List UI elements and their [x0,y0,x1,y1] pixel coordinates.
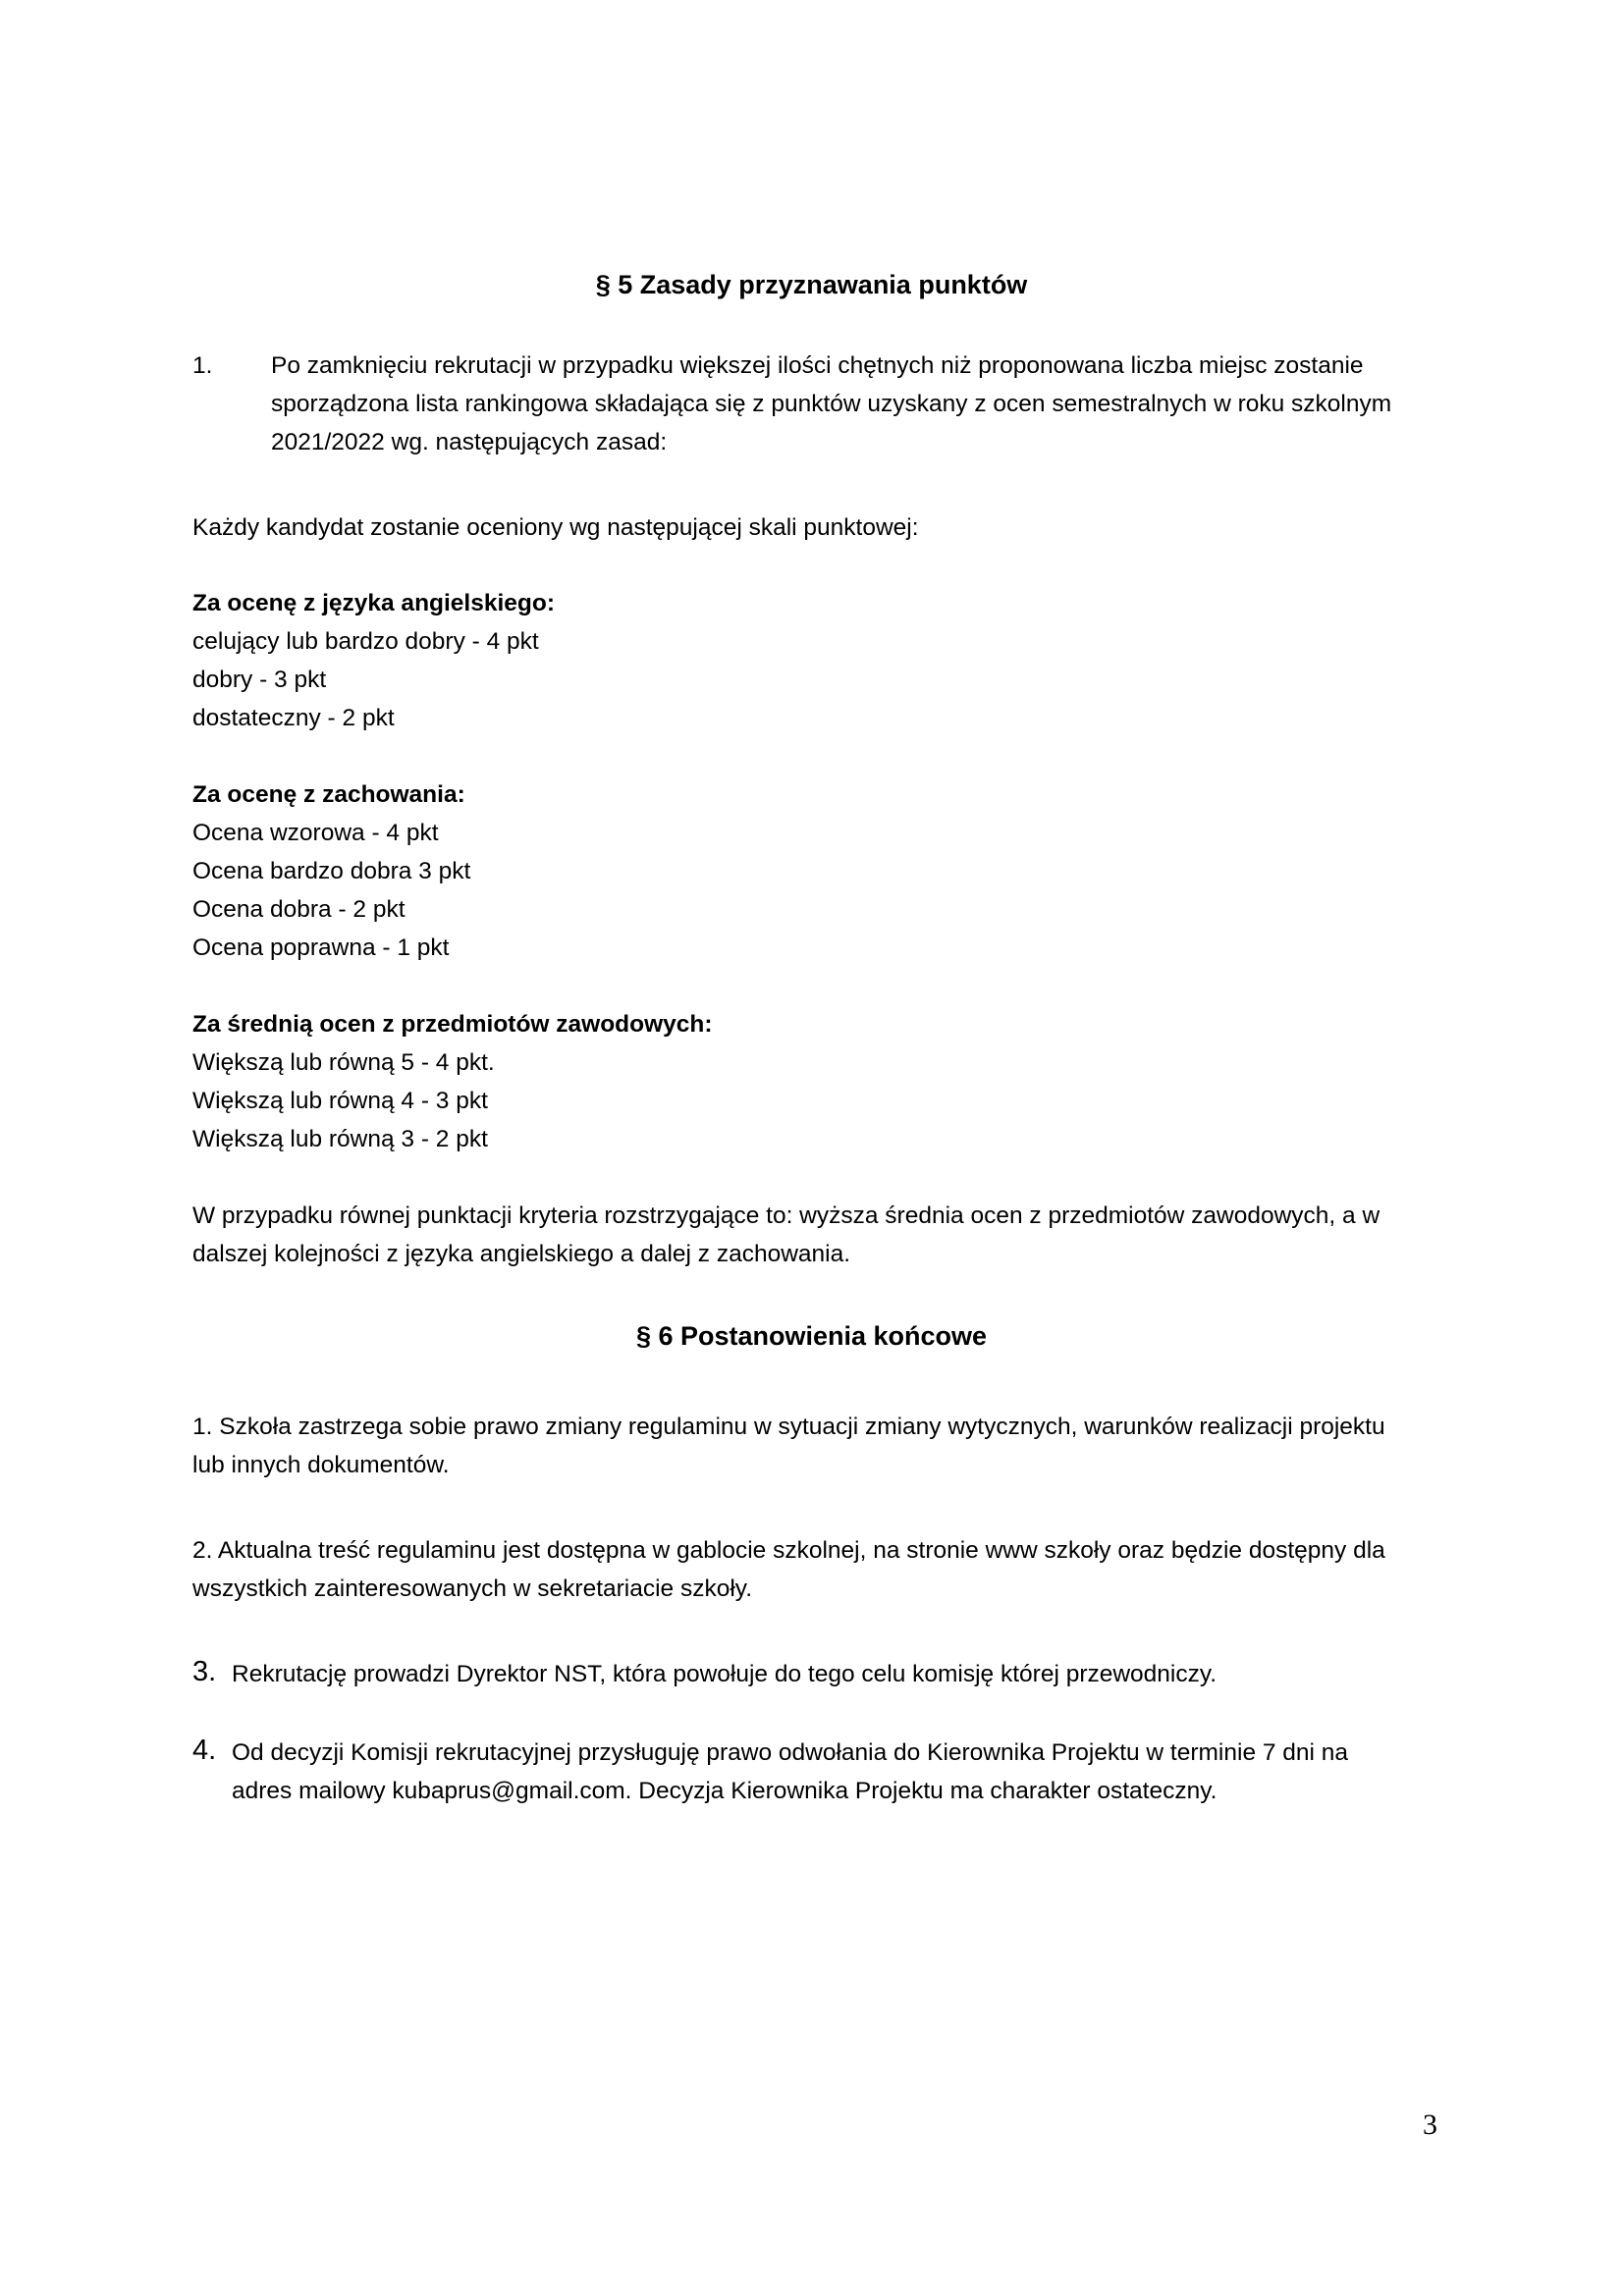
vocational-criteria-title: Za średnią ocen z przedmiotów zawodowych: [192,1011,713,1038]
behavior-criteria-title: Za ocenę z zachowania: [192,781,465,808]
list-item-line: sporządzona lista rankingowa składająca się z punktów uzyskany z ocen semestralnych w roku szkolnym [271,391,1392,417]
provision-4-number: 4. [192,1735,217,1766]
list-item-number: 1. [192,352,213,379]
list-item-line: 2021/2022 wg. następujących zasad: [271,429,668,455]
english-criteria-title: Za ocenę z języka angielskiego: [192,590,556,616]
behavior-criteria-item: Ocena dobra - 2 pkt [192,896,406,923]
vocational-criteria-item: Większą lub równą 5 - 4 pkt. [192,1049,495,1076]
section-5-heading: § 5 Zasady przyznawania punktów [595,270,1028,299]
page-number: 3 [1423,2109,1437,2141]
behavior-criteria-item: Ocena wzorowa - 4 pkt [192,820,439,846]
vocational-criteria-item: Większą lub równą 4 - 3 pkt [192,1088,488,1114]
provision-1-line: 1. Szkoła zastrzega sobie prawo zmiany regulaminu w sytuacji zmiany wytycznych, warunków realizacji projektu [192,1414,1385,1440]
provision-3-number: 3. [192,1656,217,1687]
provision-1-line: lub innych dokumentów. [192,1452,450,1478]
provision-2-line: 2. Aktualna treść regulaminu jest dostępna w gablocie szkolnej, na stronie www szkoły oraz będzie dostępny dla [192,1537,1385,1564]
behavior-criteria-item: Ocena poprawna - 1 pkt [192,934,450,961]
provision-2-line: wszystkich zainteresowanych w sekretariacie szkoły. [192,1575,753,1602]
scale-intro: Każdy kandydat zostanie oceniony wg następującej skali punktowej: [192,514,919,541]
english-criteria-item: dostateczny - 2 pkt [192,705,395,731]
tie-break-line: W przypadku równej punktacji kryteria rozstrzygające to: wyższa średnia ocen z przedmiotów zawodowych, a w [192,1202,1380,1229]
behavior-criteria-item: Ocena bardzo dobra 3 pkt [192,858,471,884]
list-item-line: Po zamknięciu rekrutacji w przypadku większej ilości chętnych niż proponowana liczba miejsc zostanie [271,352,1364,379]
provision-4-line: Od decyzji Komisji rekrutacyjnej przysługuję prawo odwołania do Kierownika Projektu w terminie 7 dni na [232,1739,1349,1766]
tie-break-line: dalszej kolejności z języka angielskiego a dalej z zachowania. [192,1241,851,1267]
vocational-criteria-item: Większą lub równą 3 - 2 pkt [192,1126,488,1152]
provision-4-line: adres mailowy kubaprus@gmail.com. Decyzja Kierownika Projektu ma charakter ostateczny. [232,1778,1217,1804]
section-6-heading: § 6 Postanowienia końcowe [635,1321,988,1351]
english-criteria-item: dobry - 3 pkt [192,667,327,693]
provision-3-text: Rekrutację prowadzi Dyrektor NST, która powołuje do tego celu komisję której przewodniczy. [232,1661,1217,1687]
english-criteria-item: celujący lub bardzo dobry - 4 pkt [192,628,539,655]
